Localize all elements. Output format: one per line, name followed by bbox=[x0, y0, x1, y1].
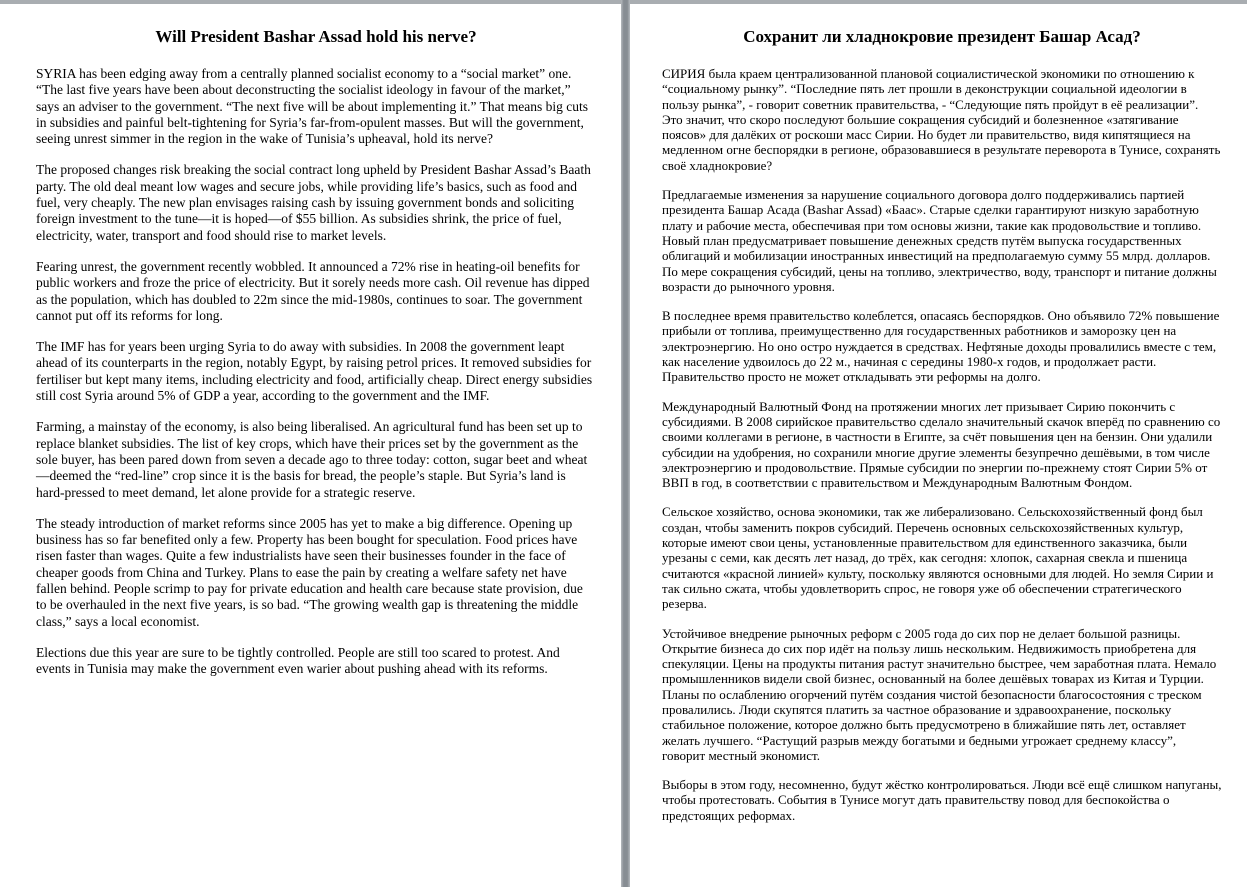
english-paragraph-7: Elections due this year are sure to be tightly controlled. People are still too scared to protest. And events in Tunisia may make the government even warier about pushing ahead with its reforms. bbox=[36, 644, 560, 677]
english-paragraph-1: SYRIA has been edging away from a centrally planned socialist economy to a “social market” one. “The last five years have been about deconstructing the socialist ideology in favour of the market,” says an adviser to the government. “The next five will be about implementing it.” That means big cuts in subsidies and painful belt-tightening for Syria’s far-from-opulent masses. But will the government, seeing unrest simmer in the region in the wake of Tunisia’s upheaval, hold its nerve? bbox=[36, 66, 588, 147]
english-article-body bbox=[36, 66, 596, 678]
russian-article-title: Сохранит ли хладнокровие президент Башар Асад? bbox=[743, 27, 1141, 46]
russian-paragraph-7: Выборы в этом году, несомненно, будут жёстко контролироваться. Люди всё ещё слишком напуганы, чтобы протестовать. События в Тунисе могут дать правительству повод для беспокойства о предстоящих реформах. bbox=[662, 777, 1222, 823]
english-paragraph-3: Fearing unrest, the government recently wobbled. It announced a 72% rise in heating-oil benefits for public workers and froze the price of electricity. But it sorely needs more cash. Oil revenue has dipped as the population, which has doubled to 22m since the mid-1980s, continues to soar. The government cannot put off its reforms for long. bbox=[36, 258, 590, 323]
page-divider bbox=[621, 0, 630, 887]
russian-paragraph-5: Сельское хозяйство, основа экономики, так же либерализовано. Сельскохозяйственный фонд был создан, чтобы заменить покров субсидий. Перечень основных сельскохозяйственных культур, которые имеют свои цены, установленные правительством для единственного заказчика, были урезаны с семи, как десять лет назад, до трёх, как сегодня: хлопок, сахарная свекла и пшеница считаются «красной линией» культу, поскольку являются основными для людей. Но земля Сирии и так сильно сжата, чтобы удовлетворить спрос, не говоря уже об обеспечении стратегического резерва. bbox=[662, 504, 1214, 612]
english-article-title: Will President Bashar Assad hold his nerve? bbox=[155, 27, 477, 46]
russian-article-body bbox=[662, 66, 1222, 823]
russian-paragraph-2: Предлагаемые изменения за нарушение социального договора долго поддерживались партией президента Башар Асада (Bashar Assad) «Баас». Старые сделки гарантируют низкую заработную плату и рабочие места, обеспечивая при том основы жизни, такие как продовольствие и топливо. Новый план предусматривает повышение денежных средств путём выпуска государственных облигаций и мобилизации иностранных инвестиций на предполагаемую сумму 55 млрд. долларов. По мере сокращения субсидий, цены на топливо, электричество, воду, транспорт и питание должны возрасти до рыночного уровня. bbox=[662, 187, 1217, 294]
english-paragraph-6: The steady introduction of market reforms since 2005 has yet to make a big difference. Opening up business has so far benefited only a few. Property has been bought for speculation. Food prices have risen faster than wages. Quite a few industrialists have seen their businesses founder in the face of cheaper goods from China and Turkey. Plans to ease the pain by creating a welfare safety net have fallen behind. People scrimp to pay for private education and health care because state provision, due to be overhauled in the next five years, is so bad. “The growing wealth gap is threatening the middle class,” says a local economist. bbox=[36, 515, 583, 629]
russian-paragraph-3: В последнее время правительство колеблется, опасаясь беспорядков. Оно объявило 72% повышение прибыли от топлива, преимущественно для государственных работников и заморозку цен на электроэнергию. Но оно остро нуждается в средствах. Нефтяные доходы провалились вместе с тем, как население удвоилось до 22 м., начиная с середины 1980-х годов, и продолжает расти. Правительство просто не может откладывать эти реформы на долго. bbox=[662, 308, 1220, 385]
english-paragraph-5: Farming, a mainstay of the economy, is also being liberalised. An agricultural fund has been set up to replace blanket subsidies. The list of key crops, which have their prices set by the government as the sole buyer, has been pared down from seven a decade ago to three today: cotton, sugar beet and wheat—deemed the “red-line” crop since it is the basis for bread, the people’s staple. But Syria’s land is hard-pressed to meet demand, let alone provide for a strategic reserve. bbox=[36, 419, 588, 500]
page-russian bbox=[630, 4, 1247, 887]
russian-paragraph-1: СИРИЯ была краем централизованной плановой социалистической экономики по отношению к “социальному рынку”. “Последние пять лет прошли в деконструкции социальной идеологии в пользу рынка”, - говорит советник правительства, - “Следующие пять пройдут в её реализации”. Это значит, что скоро последуют большие сокращения субсидий и болезненное «затягивание поясов» для далёких от роскоши масс Сирии. Но будет ли правительство, видя кипятящиеся на медленном огне беспорядки в регионе, образовавшиеся в результате переворота в Тунисе, сохранять своё хладнокровие? bbox=[662, 66, 1221, 173]
page-english bbox=[0, 4, 621, 887]
russian-paragraph-4: Международный Валютный Фонд на протяжении многих лет призывает Сирию покончить с субсидиями. В 2008 сирийское правительство сделало значительный скачок вперёд по сравнению со своими коллегами в регионе, в частности в Египте, за счёт повышения цен на бензин. Они удалили субсидии на удобрения, но сохранили многие другие элементы безупречно дешёвыми, в том числе электроэнергию и продовольствие. Прямые субсидии по энергии по-прежнему стоят Сирии 5% от ВВП в год, в соответствии с правительством и Международным Валютным Фондом. bbox=[662, 398, 1221, 491]
english-paragraph-2: The proposed changes risk breaking the social contract long upheld by President Bashar Assad’s Baath party. The old deal meant low wages and secure jobs, while providing life’s basics, such as food and fuel, very cheaply. The new plan envisages raising cash by issuing government bonds and soliciting foreign investment to the tune—it is hoped—of $55 billion. As subsidies shrink, the price of fuel, electricity, water, transport and food should rise to market levels. bbox=[36, 162, 591, 243]
english-paragraph-4: The IMF has for years been urging Syria to do away with subsidies. In 2008 the government leapt ahead of its counterparts in the region, notably Egypt, by raising petrol prices. It removed subsidies for fertiliser but kept many items, including electricity and food, artificially cheap. Direct energy subsidies still cost Syria around 5% of GDP a year, according to the government and the IMF. bbox=[36, 339, 593, 404]
russian-paragraph-6: Устойчивое внедрение рыночных реформ с 2005 года до сих пор не делает большой разницы. Открытие бизнеса до сих пор идёт на пользу лишь нескольким. Недвижимость приобретена для спекуляции. Цены на продукты питания растут значительно быстрее, чем заработная плата. Немало промышленников видели свой бизнес, основанный на более дешёвых товарах из Китая и Турции. Планы по ослаблению огорчений путём создания чистой безопасности благосостояния с треском провалились. Люди скупятся платить за частное образование и здравоохранение, поскольку стабильное положение, которое должно быть предусмотрено в ближайшие пять лет, оставляет желать лучшего. “Растущий разрыв между богатыми и бедными угрожает среднему классу”, говорит местный экономист. bbox=[662, 625, 1217, 763]
